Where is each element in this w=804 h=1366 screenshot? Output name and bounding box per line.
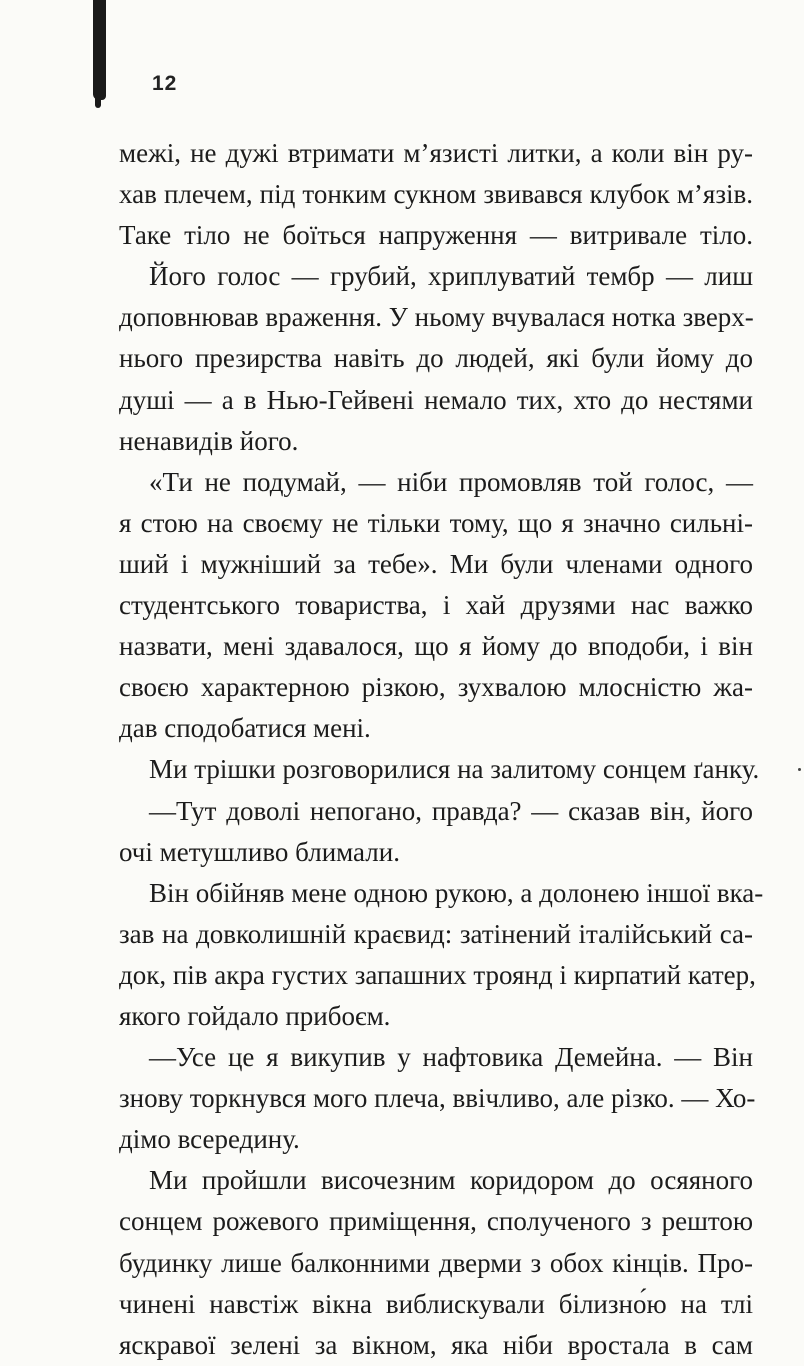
text-line: дімо всередину. — [119, 1124, 300, 1155]
text-line: Таке тіло не боїться напруження — витривале тіло. — [119, 220, 753, 251]
text-line: я стою на своєму не тільки тому, що я значно сильні- — [119, 507, 753, 538]
text-line: док, пів акра густих запашних троянд і кирпатий катер, — [119, 959, 756, 990]
scan-speck — [798, 768, 801, 771]
text-line: ненавидів його. — [119, 425, 299, 456]
text-line: чинені навстіж вікна виблискували білизно́ю на тлі — [119, 1288, 753, 1319]
text-line: межі, не дужі втримати м’язисті литки, а коли він ру- — [119, 138, 753, 168]
text-line: Його голос — грубий, хриплуватий тембр — лиш — [149, 261, 753, 292]
text-line: яскравої зелені за вікном, яка ніби вростала в сам — [119, 1329, 753, 1360]
text-line: Він обійняв мене одною рукою, а долонею іншої вка- — [149, 877, 764, 908]
page-number: 12 — [152, 72, 178, 95]
text-line: —Тут доволі непогано, правда? — сказав він, його — [149, 795, 753, 826]
text-line: студентського товариства, і хай друзями нас важко — [119, 590, 753, 621]
text-line: зав на довколишній краєвид: затінений італійський са- — [119, 918, 753, 949]
text-line: душі — а в Нью-Гейвені немало тих, хто до нестями — [119, 384, 753, 415]
text-line: будинку лише балконними дверми з обох кінців. Про- — [119, 1247, 753, 1278]
text-line: назвати, мені здавалося, що я йому до вподоби, і він — [119, 631, 753, 662]
text-line: знову торкнувся мого плеча, ввічливо, але різко. — Хо- — [119, 1083, 756, 1114]
text-line: Ми пройшли височезним коридором до осяяного — [149, 1165, 753, 1196]
text-line: доповнював враження. У ньому вчувалася нотка зверх- — [119, 302, 754, 333]
text-line: хав плечем, під тонким сукном звивався клубок м’язів. — [119, 179, 753, 210]
text-line: нього презирства навіть до людей, які були йому до — [119, 343, 753, 374]
text-line: ший і мужніший за тебе». Ми були членами одного — [119, 548, 753, 579]
page-edge-mark — [93, 0, 106, 100]
text-line: «Ти не подумай, — ніби промовляв той голос, — — [149, 466, 753, 497]
text-line: —Усе це я викупив у нафтовика Демейна. — Він — [149, 1042, 753, 1073]
text-line: якого гойдало прибоєм. — [119, 1000, 391, 1031]
text-line: сонцем рожевого приміщення, сполученого з рештою — [119, 1206, 753, 1237]
text-line: Ми трішки розговорилися на залитому сонцем ґанку. — [149, 754, 760, 785]
body-text — [119, 133, 764, 1366]
text-line: дав сподобатися мені. — [119, 713, 371, 744]
text-line: своєю характерною різкою, зухвалою млосністю жа- — [119, 672, 753, 703]
text-line: очі метушливо блимали. — [119, 836, 400, 867]
